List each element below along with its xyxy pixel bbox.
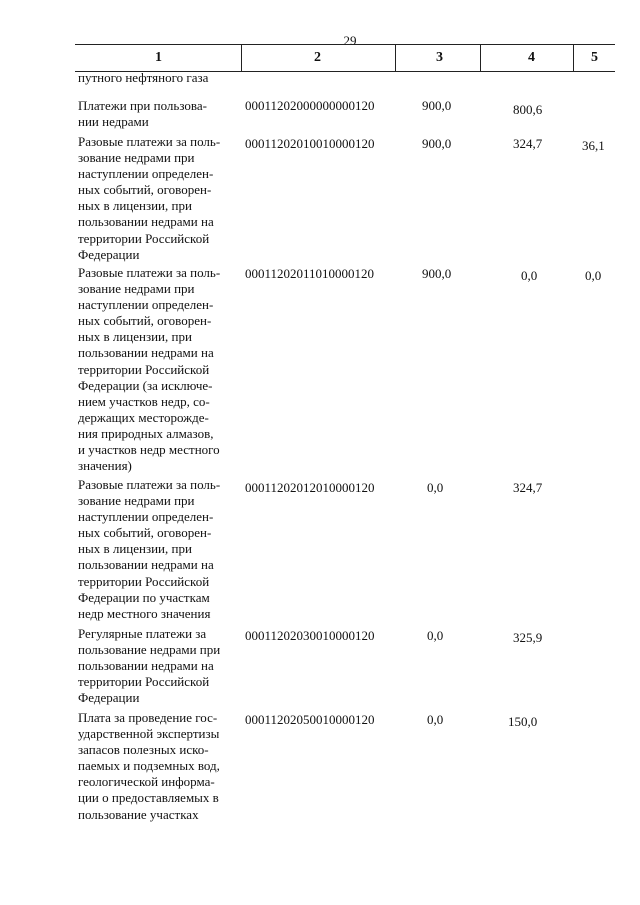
- row-description: Регулярные платежи за пользование недрами при пользовании недрами на территории Российской Федерации: [78, 626, 221, 706]
- value-col-3: 900,0: [422, 266, 452, 281]
- row-description: Разовые платежи за поль- зование недрами при наступлении определен- ных событий, оговорен- ных в лицензии, при пользовании недрами на территории Российской Федерации (за исключе- нием участков недр, со- держащих месторожде- ния природных алмазов, и участков недр местного значения): [78, 265, 221, 474]
- budget-code: 00011202011010000120: [245, 266, 375, 281]
- budget-code: 00011202010010000120: [245, 136, 375, 151]
- value-col-4: 324,7: [513, 480, 543, 495]
- header-top-rule: [75, 44, 615, 45]
- value-col-3: 900,0: [422, 98, 452, 113]
- row-description: Разовые платежи за поль- зование недрами при наступлении определен- ных событий, оговорен- ных в лицензии, при пользовании недрами на территории Российской Федерации по участкам недр местного значения: [78, 477, 221, 621]
- value-col-3: 0,0: [427, 480, 444, 495]
- value-col-5: 0,0: [585, 268, 602, 283]
- row-description: Платежи при пользова- нии недрами: [78, 98, 207, 130]
- value-col-3: 0,0: [427, 628, 444, 643]
- column-header-5: 5: [591, 50, 598, 65]
- budget-code: 00011202030010000120: [245, 628, 375, 643]
- row-description: Разовые платежи за поль- зование недрами при наступлении определен- ных событий, оговорен- ных в лицензии, при пользовании недрами на территории Российской Федерации: [78, 134, 221, 262]
- value-col-3: 900,0: [422, 136, 452, 151]
- column-header-4: 4: [528, 50, 535, 65]
- column-divider: [241, 44, 242, 71]
- budget-code: 00011202000000000120: [245, 98, 375, 113]
- value-col-4: 324,7: [513, 136, 543, 151]
- budget-code: 00011202012010000120: [245, 480, 375, 495]
- budget-code: 00011202050010000120: [245, 712, 375, 727]
- column-divider: [573, 44, 574, 71]
- value-col-4: 800,6: [513, 102, 543, 117]
- page-number: 29: [343, 33, 357, 48]
- column-divider: [395, 44, 396, 71]
- column-header-3: 3: [436, 50, 443, 65]
- column-header-1: 1: [155, 50, 162, 65]
- value-col-4: 150,0: [508, 714, 538, 729]
- column-header-2: 2: [314, 50, 321, 65]
- value-col-4: 0,0: [521, 268, 538, 283]
- value-col-4: 325,9: [513, 630, 543, 645]
- value-col-3: 0,0: [427, 712, 444, 727]
- row-description: путного нефтяного газа: [78, 70, 209, 85]
- column-divider: [480, 44, 481, 71]
- value-col-5: 36,1: [582, 138, 605, 153]
- row-description: Плата за проведение гос- ударственной экспертизы запасов полезных иско- паемых и подземных вод, геологической информа- ции о предоставляемых в пользование участках: [78, 710, 220, 822]
